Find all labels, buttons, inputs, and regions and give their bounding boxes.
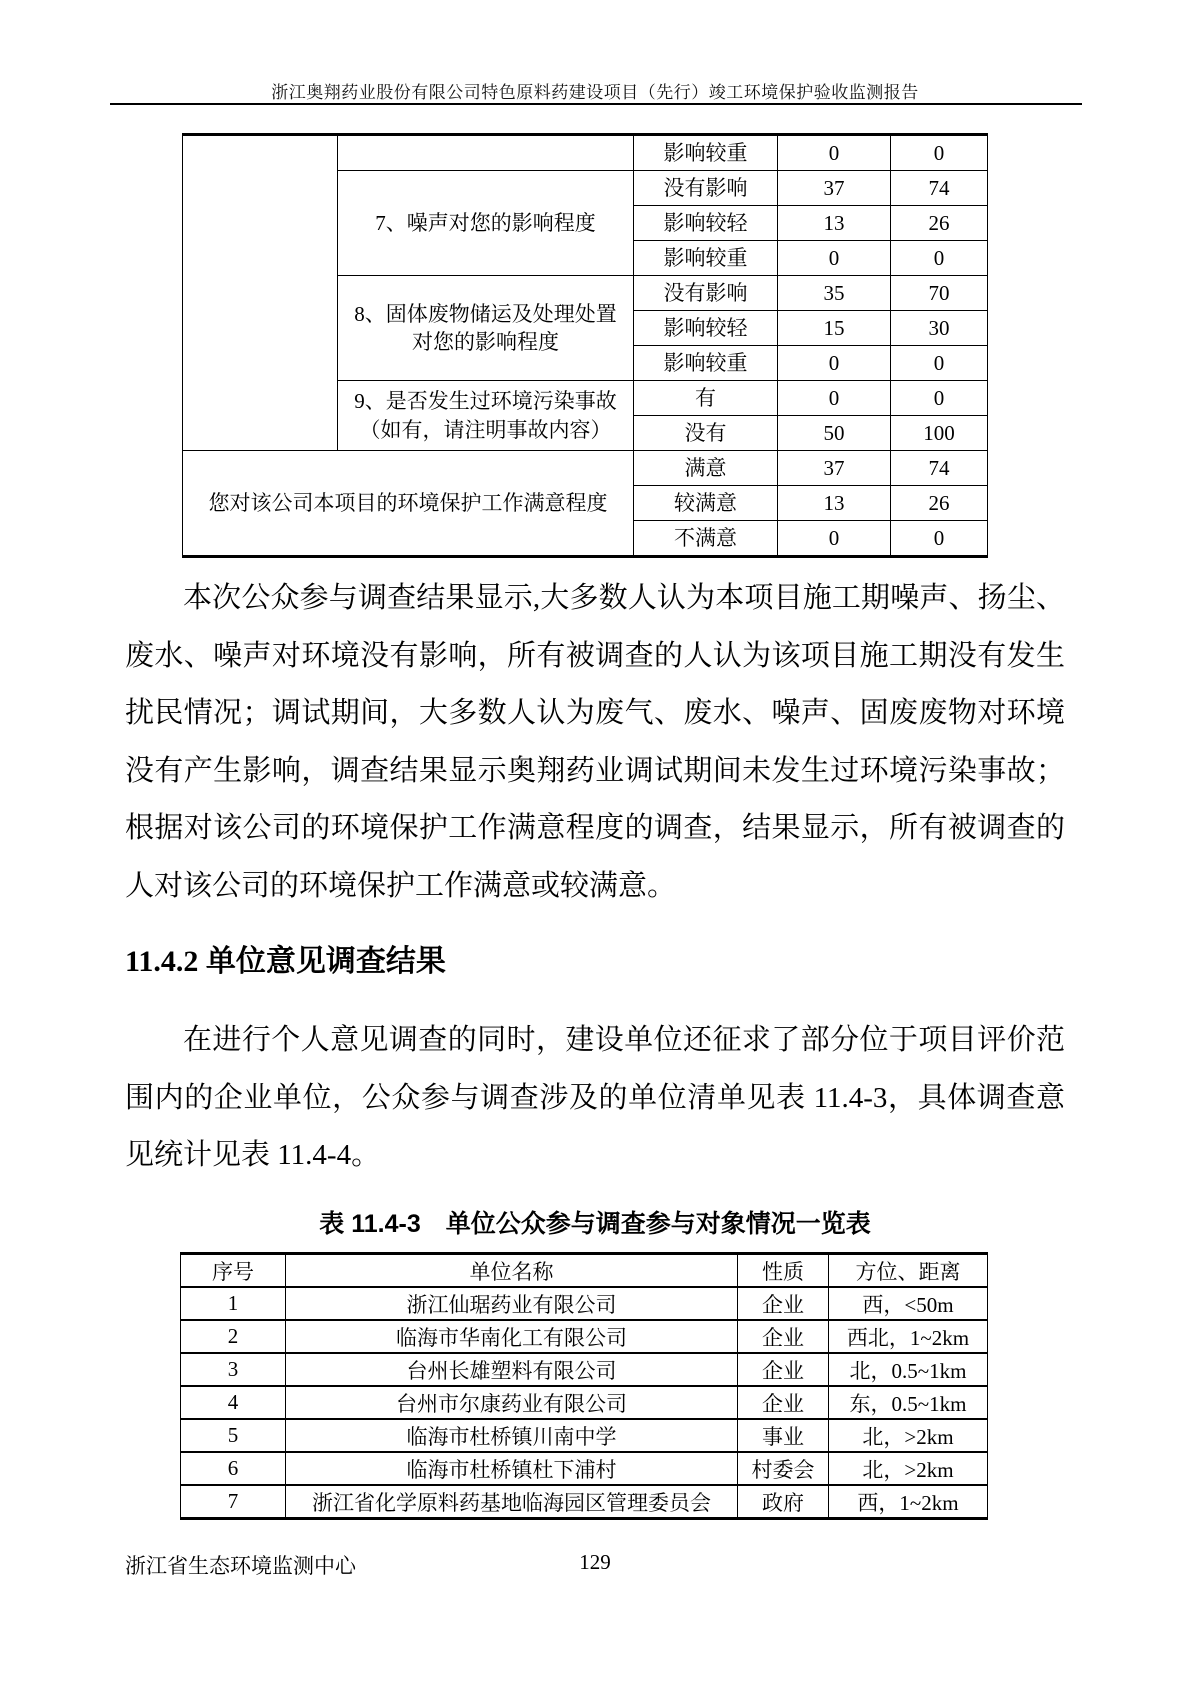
option-cell: 没有影响 xyxy=(634,171,778,206)
no-cell: 7 xyxy=(181,1485,286,1519)
table-header-row xyxy=(181,1254,988,1288)
option-cell: 没有影响 xyxy=(634,276,778,311)
location-cell: 西北，1~2km xyxy=(829,1320,988,1353)
name-cell: 临海市华南化工有限公司 xyxy=(286,1320,738,1353)
percent-cell: 0 xyxy=(891,381,988,416)
option-cell: 没有 xyxy=(634,416,778,451)
header-rule xyxy=(110,103,1082,105)
no-cell: 1 xyxy=(181,1287,286,1320)
table-row xyxy=(181,1386,988,1419)
percent-cell: 26 xyxy=(891,486,988,521)
name-cell: 台州长雄塑料有限公司 xyxy=(286,1353,738,1386)
header-title: 浙江奥翔药业股份有限公司特色原料药建设项目（先行）竣工环境保护验收监测报告 xyxy=(271,83,919,102)
column-header-name: 单位名称 xyxy=(286,1254,738,1288)
column-header-no: 序号 xyxy=(181,1254,286,1288)
option-cell: 影响较轻 xyxy=(634,311,778,346)
name-cell: 台州市尔康药业有限公司 xyxy=(286,1386,738,1419)
column-header-location: 方位、距离 xyxy=(829,1254,988,1288)
type-cell: 村委会 xyxy=(738,1452,829,1485)
no-cell: 3 xyxy=(181,1353,286,1386)
table-row xyxy=(181,1320,988,1353)
percent-cell: 100 xyxy=(891,416,988,451)
count-cell: 37 xyxy=(778,451,891,486)
location-cell: 北，>2km xyxy=(829,1419,988,1452)
name-cell: 临海市杜桥镇杜下浦村 xyxy=(286,1452,738,1485)
count-cell: 0 xyxy=(778,135,891,171)
question-cell: 您对该公司本项目的环境保护工作满意程度 xyxy=(183,451,634,557)
name-cell: 临海市杜桥镇川南中学 xyxy=(286,1419,738,1452)
name-cell: 浙江省化学原料药基地临海园区管理委员会 xyxy=(286,1485,738,1519)
table-caption: 表 11.4-3 单位公众参与调查参与对象情况一览表 xyxy=(319,1210,871,1238)
percent-cell: 74 xyxy=(891,451,988,486)
table-row xyxy=(181,1452,988,1485)
percent-cell: 26 xyxy=(891,206,988,241)
count-cell: 15 xyxy=(778,311,891,346)
survey-results-table xyxy=(182,133,988,558)
percent-cell: 0 xyxy=(891,241,988,276)
percent-cell: 74 xyxy=(891,171,988,206)
count-cell: 0 xyxy=(778,521,891,557)
type-cell: 事业 xyxy=(738,1419,829,1452)
count-cell: 0 xyxy=(778,381,891,416)
question-cell: 7、噪声对您的影响程度 xyxy=(338,171,634,276)
count-cell: 13 xyxy=(778,206,891,241)
empty-label-cell xyxy=(183,135,338,451)
page-number: 129 xyxy=(579,1550,611,1574)
option-cell: 影响较重 xyxy=(634,346,778,381)
location-cell: 西，1~2km xyxy=(829,1485,988,1519)
percent-cell: 30 xyxy=(891,311,988,346)
count-cell: 0 xyxy=(778,346,891,381)
column-header-type: 性质 xyxy=(738,1254,829,1288)
type-cell: 政府 xyxy=(738,1485,829,1519)
option-cell: 有 xyxy=(634,381,778,416)
body-paragraph-2: 在进行个人意见调查的同时，建设单位还征求了部分位于项目评价范围内的企业单位，公众参与调查涉及的单位清单见表 11.4-3，具体调查意见统计见表 11.4-4。 xyxy=(125,1024,1065,1171)
units-table xyxy=(180,1252,988,1520)
table-row xyxy=(181,1287,988,1320)
option-cell: 影响较轻 xyxy=(634,206,778,241)
no-cell: 6 xyxy=(181,1452,286,1485)
percent-cell: 0 xyxy=(891,521,988,557)
table-row xyxy=(181,1485,988,1519)
option-cell: 影响较重 xyxy=(634,135,778,171)
table-row xyxy=(183,135,988,171)
location-cell: 北，0.5~1km xyxy=(829,1353,988,1386)
count-cell: 13 xyxy=(778,486,891,521)
table-row xyxy=(183,451,988,486)
count-cell: 35 xyxy=(778,276,891,311)
count-cell: 37 xyxy=(778,171,891,206)
percent-cell: 0 xyxy=(891,346,988,381)
question-cell: 9、是否发生过环境污染事故（如有，请注明事故内容） xyxy=(338,381,634,451)
question-cell: 8、固体废物储运及处理处置对您的影响程度 xyxy=(338,276,634,381)
type-cell: 企业 xyxy=(738,1353,829,1386)
body-paragraph-1: 本次公众参与调查结果显示,大多数人认为本项目施工期噪声、扬尘、废水、噪声对环境没有影响，所有被调查的人认为该项目施工期没有发生扰民情况；调试期间，大多数人认为废气、废水、噪声、固废废物对环境没有产生影响，调查结果显示奥翔药业调试期间未发生过环境污染事故；根据对该公司的环境保护工作满意程度的调查，结果显示，所有被调查的人对该公司的环境保护工作满意或较满意。 xyxy=(125,582,1065,902)
table-row xyxy=(181,1353,988,1386)
name-cell: 浙江仙琚药业有限公司 xyxy=(286,1287,738,1320)
option-cell: 满意 xyxy=(634,451,778,486)
count-cell: 50 xyxy=(778,416,891,451)
option-cell: 影响较重 xyxy=(634,241,778,276)
no-cell: 5 xyxy=(181,1419,286,1452)
table-row xyxy=(181,1419,988,1452)
count-cell: 0 xyxy=(778,241,891,276)
location-cell: 北，>2km xyxy=(829,1452,988,1485)
question-cell xyxy=(338,135,634,171)
percent-cell: 0 xyxy=(891,135,988,171)
percent-cell: 70 xyxy=(891,276,988,311)
option-cell: 不满意 xyxy=(634,521,778,557)
option-cell: 较满意 xyxy=(634,486,778,521)
type-cell: 企业 xyxy=(738,1320,829,1353)
footer-org-name: 浙江省生态环境监测中心 xyxy=(125,1554,356,1578)
no-cell: 2 xyxy=(181,1320,286,1353)
location-cell: 东，0.5~1km xyxy=(829,1386,988,1419)
no-cell: 4 xyxy=(181,1386,286,1419)
type-cell: 企业 xyxy=(738,1386,829,1419)
type-cell: 企业 xyxy=(738,1287,829,1320)
section-heading: 11.4.2 单位意见调查结果 xyxy=(125,945,446,978)
location-cell: 西，<50m xyxy=(829,1287,988,1320)
